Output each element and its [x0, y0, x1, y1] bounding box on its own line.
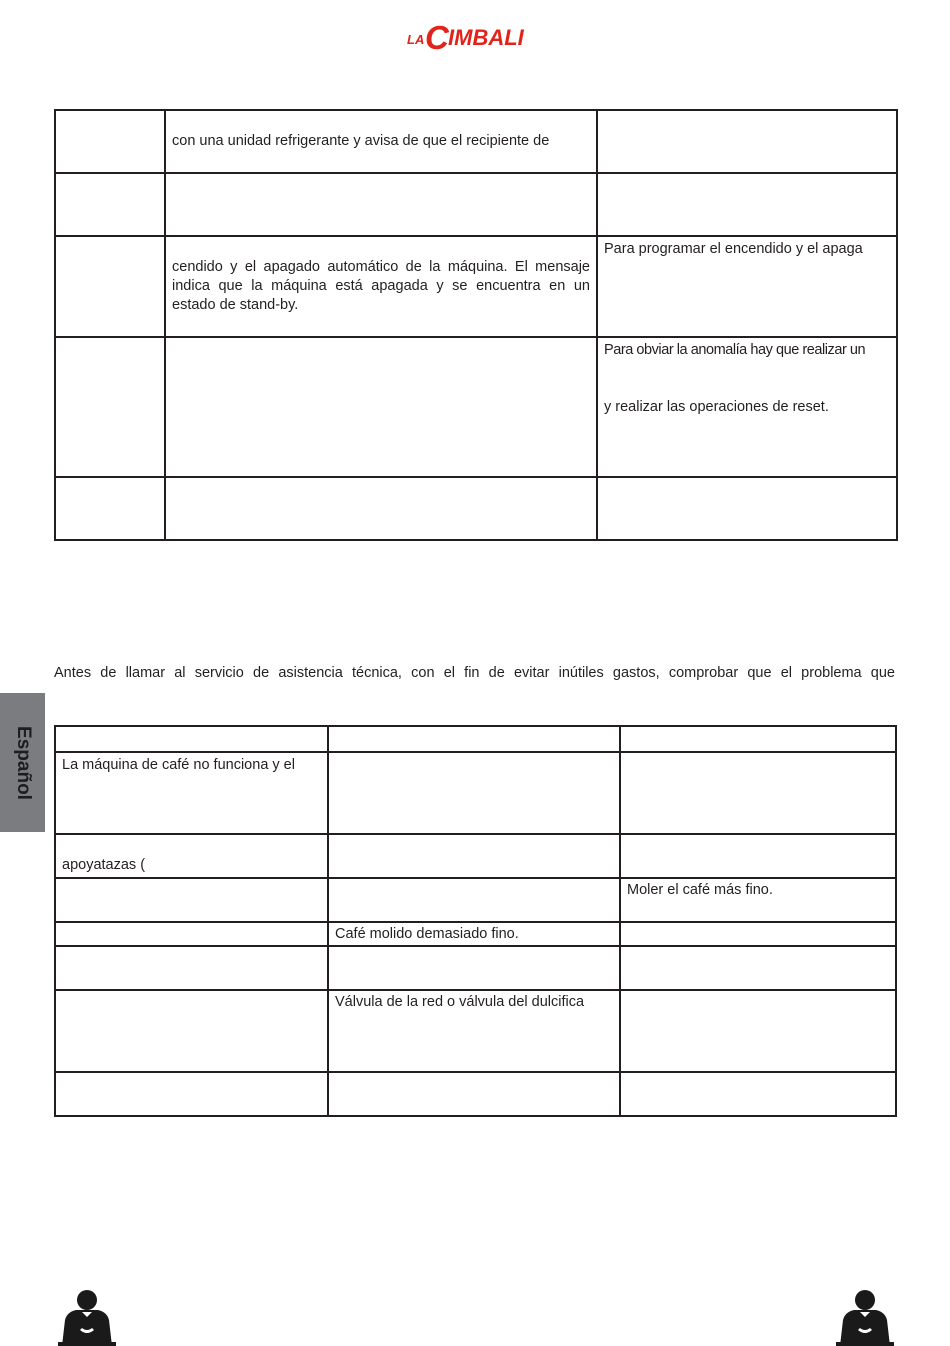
alarm-messages-table	[54, 109, 898, 541]
lacimbali-logo	[405, 18, 550, 56]
logo-c: C	[425, 19, 449, 56]
table-cell: con una unidad refrigerante y avisa de que el recipiente de	[165, 110, 597, 173]
table-cell	[55, 236, 165, 337]
table-row	[55, 173, 897, 236]
table-cell	[165, 477, 597, 540]
table-cell: cendido y el apagado automático de la máquina. El mensaje indica que la máquina está apagada y se encuentra en un estado de stand-by.	[165, 236, 597, 337]
table-cell	[55, 946, 328, 990]
table-row	[55, 1072, 896, 1116]
table-cell	[165, 173, 597, 236]
table-cell	[597, 110, 897, 173]
language-tab-label: Español	[12, 725, 34, 800]
table-cell	[620, 990, 896, 1072]
table-cell	[328, 752, 620, 834]
table-cell: Válvula de la red o válvula del dulcifica	[328, 990, 620, 1072]
table-cell	[620, 834, 896, 878]
cell-line: y realizar las operaciones de reset.	[604, 399, 829, 415]
table-cell: apoyatazas (	[55, 834, 328, 878]
table-cell	[55, 726, 328, 752]
table-row	[55, 946, 896, 990]
table-cell	[55, 922, 328, 946]
table-cell	[55, 990, 328, 1072]
table-cell	[597, 337, 897, 477]
table-cell: Café molido demasiado fino.	[328, 922, 620, 946]
table-header-row	[55, 726, 896, 752]
table-row	[55, 834, 896, 878]
logo-imbali: IMBALI	[448, 25, 524, 50]
table-cell	[620, 752, 896, 834]
table-cell: La máquina de café no funciona y el	[55, 752, 328, 834]
table-cell	[55, 337, 165, 477]
table-cell	[620, 1072, 896, 1116]
table-cell	[597, 477, 897, 540]
table-cell	[620, 726, 896, 752]
table-cell: Para programar el encendido y el apaga	[597, 236, 897, 337]
troubleshooting-table	[54, 725, 897, 1117]
table-row	[55, 110, 897, 173]
table-row	[55, 477, 897, 540]
logo-la: LA	[407, 32, 425, 47]
table-row	[55, 878, 896, 922]
table-cell	[328, 834, 620, 878]
table-cell	[55, 173, 165, 236]
language-tab	[0, 693, 45, 832]
table-row	[55, 752, 896, 834]
table-cell	[328, 726, 620, 752]
table-cell	[55, 1072, 328, 1116]
troubleshooting-intro: Antes de llamar al servicio de asistencia técnica, con el fin de evitar inútiles gastos, comprobar que el problema que	[54, 665, 895, 681]
waiter-icon	[834, 1288, 896, 1346]
table-cell	[328, 1072, 620, 1116]
table-cell	[620, 922, 896, 946]
waiter-icon	[56, 1288, 118, 1346]
table-row	[55, 922, 896, 946]
table-row	[55, 990, 896, 1072]
table-cell	[55, 110, 165, 173]
table-cell	[328, 878, 620, 922]
table-cell	[55, 477, 165, 540]
table-cell	[597, 173, 897, 236]
table-cell	[55, 878, 328, 922]
table-cell	[328, 946, 620, 990]
cell-line: Para obviar la anomalía hay que realizar un	[604, 342, 866, 358]
table-row	[55, 236, 897, 337]
table-cell	[620, 946, 896, 990]
table-cell: Moler el café más fino.	[620, 878, 896, 922]
table-row	[55, 337, 897, 477]
table-cell	[165, 337, 597, 477]
